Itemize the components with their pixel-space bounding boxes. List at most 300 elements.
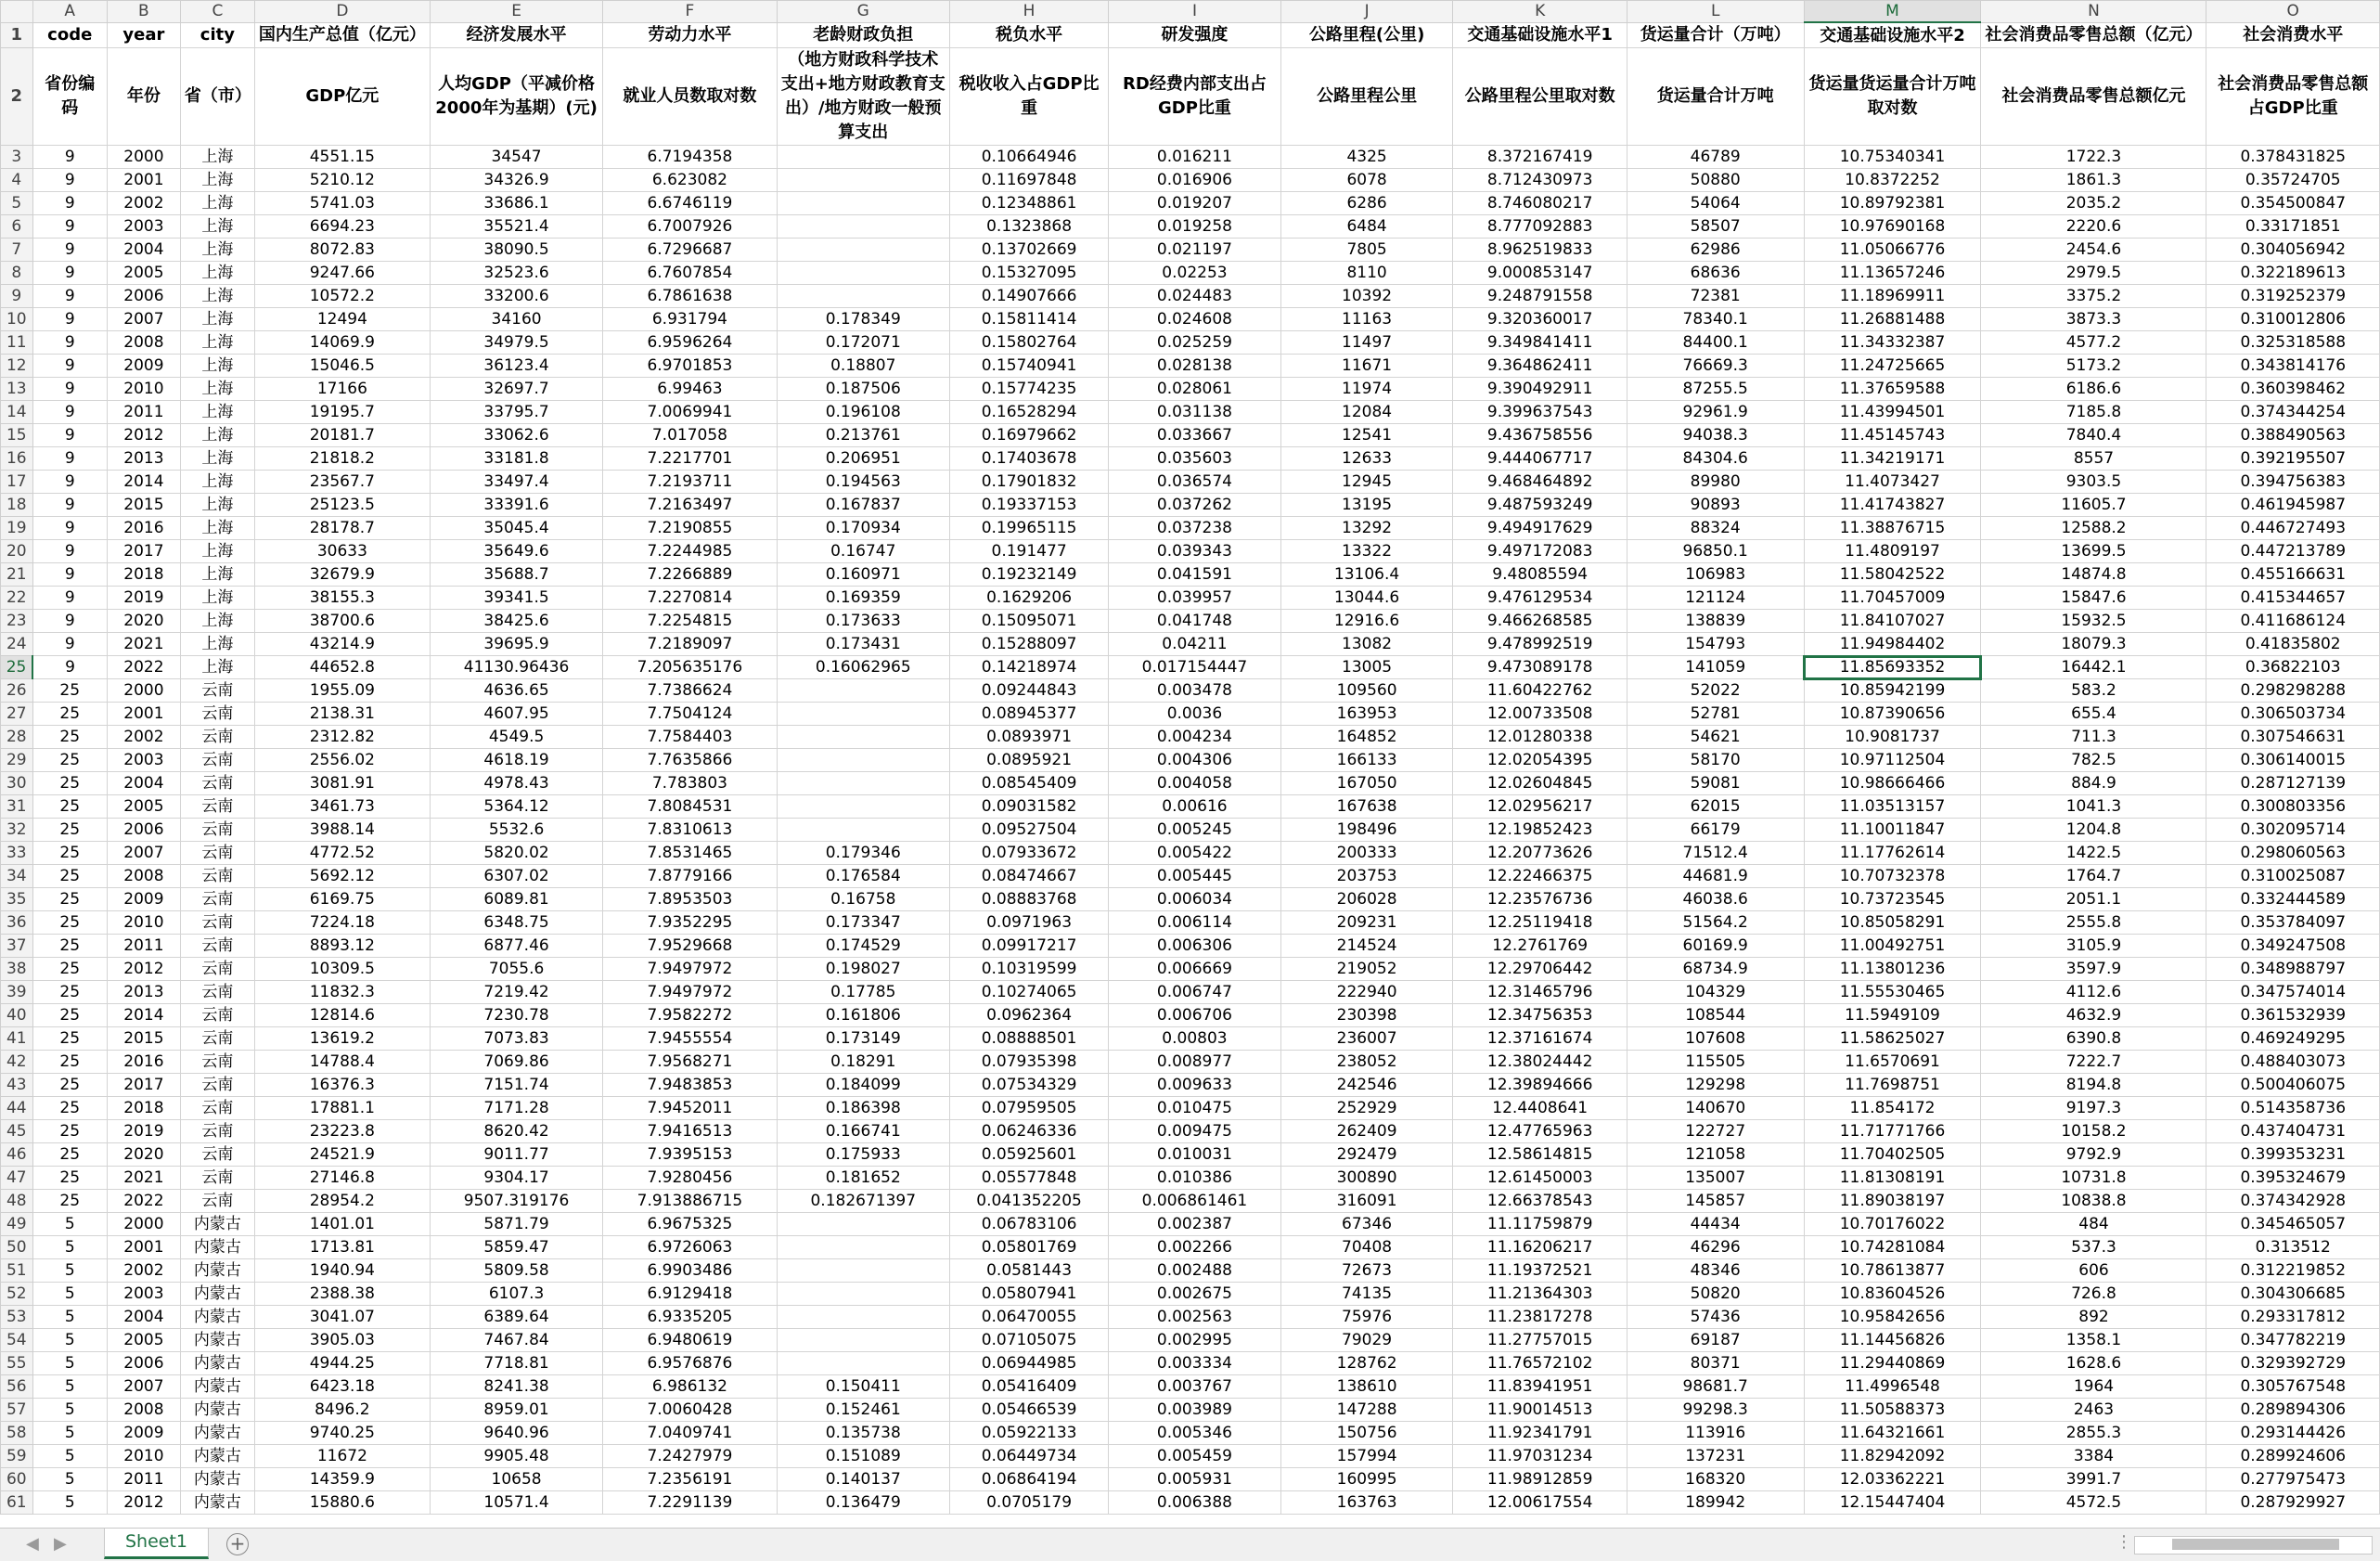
cell[interactable]: 0.15811414	[949, 308, 1108, 331]
cell[interactable]: 9247.66	[254, 262, 430, 285]
cell[interactable]: 0.166741	[777, 1120, 949, 1143]
cell[interactable]: 0.05466539	[949, 1399, 1108, 1422]
cell[interactable]: 0.15802764	[949, 331, 1108, 355]
row-header[interactable]: 3	[1, 146, 33, 169]
cell[interactable]: 54621	[1627, 726, 1804, 749]
cell[interactable]: 7.2266889	[603, 563, 777, 587]
cell[interactable]: 2012	[107, 424, 180, 447]
cell[interactable]: 0.347782219	[2206, 1329, 2380, 1352]
cell[interactable]: 11.14456826	[1804, 1329, 1981, 1352]
cell[interactable]: 0.036574	[1109, 471, 1281, 494]
cell[interactable]: 11.90014513	[1453, 1399, 1627, 1422]
cell[interactable]: 6.931794	[603, 308, 777, 331]
cell[interactable]: 内蒙古	[180, 1259, 254, 1283]
cell[interactable]: 209231	[1280, 911, 1453, 935]
cell[interactable]: 云南	[180, 1004, 254, 1027]
cell[interactable]: 2017	[107, 540, 180, 563]
cell[interactable]: 4577.2	[1981, 331, 2206, 355]
cell[interactable]: 6.9480619	[603, 1329, 777, 1352]
cell[interactable]: 0.006706	[1109, 1004, 1281, 1027]
cell[interactable]: 252929	[1280, 1097, 1453, 1120]
cell[interactable]: 上海	[180, 355, 254, 378]
cell[interactable]: 25	[32, 958, 107, 981]
cell[interactable]: 0.15740941	[949, 355, 1108, 378]
cell[interactable]: 上海	[180, 494, 254, 517]
cell[interactable]: 0.041352205	[949, 1190, 1108, 1213]
cell[interactable]: 0.307546631	[2206, 726, 2380, 749]
cell[interactable]: 7171.28	[430, 1097, 602, 1120]
cell[interactable]: 12541	[1280, 424, 1453, 447]
cell[interactable]: 0.500406075	[2206, 1074, 2380, 1097]
row-header[interactable]: 60	[1, 1468, 33, 1491]
cell[interactable]: 75976	[1280, 1306, 1453, 1329]
cell[interactable]: 10.98666466	[1804, 772, 1981, 795]
cell[interactable]: 7.8953503	[603, 888, 777, 911]
cell[interactable]: 10.89792381	[1804, 192, 1981, 215]
cell[interactable]: 9	[32, 308, 107, 331]
cell[interactable]: 12945	[1280, 471, 1453, 494]
cell[interactable]: 25	[32, 1167, 107, 1190]
cell[interactable]: 0.298298288	[2206, 679, 2380, 703]
cell[interactable]: 11.7698751	[1804, 1074, 1981, 1097]
cell[interactable]: 2012	[107, 1491, 180, 1515]
cell[interactable]: 3873.3	[1981, 308, 2206, 331]
cell[interactable]: 6484	[1280, 215, 1453, 239]
cell[interactable]: 2016	[107, 1051, 180, 1074]
column-header-b[interactable]: B	[107, 1, 180, 23]
cell[interactable]: 0.016211	[1109, 146, 1281, 169]
cell[interactable]: 0.019258	[1109, 215, 1281, 239]
cell[interactable]: 11671	[1280, 355, 1453, 378]
cell[interactable]: 8.746080217	[1453, 192, 1627, 215]
cell[interactable]: 10838.8	[1981, 1190, 2206, 1213]
cell[interactable]: 0.175933	[777, 1143, 949, 1167]
cell[interactable]: 0.184099	[777, 1074, 949, 1097]
cell[interactable]: 国内生产总值（亿元）	[254, 22, 430, 48]
cell[interactable]: 198496	[1280, 819, 1453, 842]
cell[interactable]: 33062.6	[430, 424, 602, 447]
cell[interactable]: 2138.31	[254, 703, 430, 726]
cell[interactable]: 0.160971	[777, 563, 949, 587]
add-sheet-button[interactable]: +	[226, 1533, 249, 1555]
cell[interactable]: 1955.09	[254, 679, 430, 703]
cell[interactable]: 内蒙古	[180, 1445, 254, 1468]
cell[interactable]: 0.349247508	[2206, 935, 2380, 958]
cell[interactable]: 7.9416513	[603, 1120, 777, 1143]
cell[interactable]: 884.9	[1981, 772, 2206, 795]
cell[interactable]: 54064	[1627, 192, 1804, 215]
cell[interactable]: 11.13657246	[1804, 262, 1981, 285]
cell[interactable]: 206028	[1280, 888, 1453, 911]
cell[interactable]: 2013	[107, 447, 180, 471]
cell[interactable]: 2016	[107, 517, 180, 540]
cell[interactable]	[777, 703, 949, 726]
cell[interactable]: 0.411686124	[2206, 610, 2380, 633]
cell[interactable]	[777, 262, 949, 285]
cell[interactable]: 43214.9	[254, 633, 430, 656]
cell[interactable]: 0.006034	[1109, 888, 1281, 911]
cell[interactable]: 33686.1	[430, 192, 602, 215]
cell[interactable]: 122727	[1627, 1120, 1804, 1143]
cell[interactable]: 0.002387	[1109, 1213, 1281, 1236]
cell[interactable]: 0.310012806	[2206, 308, 2380, 331]
cell[interactable]: 28954.2	[254, 1190, 430, 1213]
cell[interactable]: 7.2244985	[603, 540, 777, 563]
cell[interactable]: 150756	[1280, 1422, 1453, 1445]
cell[interactable]: 内蒙古	[180, 1399, 254, 1422]
cell[interactable]: 0.05807941	[949, 1283, 1108, 1306]
cell[interactable]: 0.06246336	[949, 1120, 1108, 1143]
cell[interactable]: 46296	[1627, 1236, 1804, 1259]
cell[interactable]	[777, 1213, 949, 1236]
cell[interactable]: 72673	[1280, 1259, 1453, 1283]
cell[interactable]: 11.83941951	[1453, 1375, 1627, 1399]
cell[interactable]: 1401.01	[254, 1213, 430, 1236]
cell[interactable]: 14874.8	[1981, 563, 2206, 587]
cell[interactable]: 内蒙古	[180, 1352, 254, 1375]
cell[interactable]: 92961.9	[1627, 401, 1804, 424]
cell[interactable]: 15046.5	[254, 355, 430, 378]
cell[interactable]: 583.2	[1981, 679, 2206, 703]
cell[interactable]: 上海	[180, 471, 254, 494]
cell[interactable]: 0.16528294	[949, 401, 1108, 424]
cell[interactable]: 5692.12	[254, 865, 430, 888]
cell[interactable]: 2454.6	[1981, 239, 2206, 262]
cell[interactable]: 研发强度	[1109, 22, 1281, 48]
cell[interactable]: 0.173633	[777, 610, 949, 633]
cell[interactable]: 0.1323868	[949, 215, 1108, 239]
cell[interactable]: 214524	[1280, 935, 1453, 958]
cell[interactable]: 0.10664946	[949, 146, 1108, 169]
cell[interactable]: 13619.2	[254, 1027, 430, 1051]
cell[interactable]: 9	[32, 610, 107, 633]
cell[interactable]: 0.11697848	[949, 169, 1108, 192]
cell[interactable]: 262409	[1280, 1120, 1453, 1143]
cell[interactable]: 0.004306	[1109, 749, 1281, 772]
cell[interactable]: 2005	[107, 795, 180, 819]
cell[interactable]: 0.461945987	[2206, 494, 2380, 517]
cell[interactable]: 云南	[180, 842, 254, 865]
cell[interactable]: 0.07933672	[949, 842, 1108, 865]
cell[interactable]: 11.27757015	[1453, 1329, 1627, 1352]
cell[interactable]: 7.9497972	[603, 958, 777, 981]
column-header-i[interactable]: I	[1109, 1, 1281, 23]
cell[interactable]: 0.005931	[1109, 1468, 1281, 1491]
cell[interactable]: 5	[32, 1259, 107, 1283]
cell[interactable]: 6307.02	[430, 865, 602, 888]
cell[interactable]: 58507	[1627, 215, 1804, 239]
cell[interactable]: 13106.4	[1280, 563, 1453, 587]
cell[interactable]: 0.176584	[777, 865, 949, 888]
cell[interactable]: 6348.75	[430, 911, 602, 935]
cell[interactable]: 0.09031582	[949, 795, 1108, 819]
cell[interactable]: 10.78613877	[1804, 1259, 1981, 1283]
cell[interactable]	[777, 819, 949, 842]
cell[interactable]: 上海	[180, 215, 254, 239]
cell[interactable]: 12633	[1280, 447, 1453, 471]
cell[interactable]: 11832.3	[254, 981, 430, 1004]
cell[interactable]	[777, 749, 949, 772]
cell[interactable]: 5364.12	[430, 795, 602, 819]
cell[interactable]: 4549.5	[430, 726, 602, 749]
cell[interactable]: 0.213761	[777, 424, 949, 447]
cell[interactable]: 0.415344657	[2206, 587, 2380, 610]
cell[interactable]: 6.99463	[603, 378, 777, 401]
cell[interactable]: 1204.8	[1981, 819, 2206, 842]
cell[interactable]: 12.47765963	[1453, 1120, 1627, 1143]
cell[interactable]: 1764.7	[1981, 865, 2206, 888]
cell[interactable]: 60169.9	[1627, 935, 1804, 958]
cell[interactable]: 0.312219852	[2206, 1259, 2380, 1283]
cell[interactable]: 8496.2	[254, 1399, 430, 1422]
cell[interactable]: 0.140137	[777, 1468, 949, 1491]
cell[interactable]: 10392	[1280, 285, 1453, 308]
more-options-icon[interactable]: ⋮	[2116, 1532, 2132, 1552]
cell[interactable]: 0.447213789	[2206, 540, 2380, 563]
cell[interactable]: 2022	[107, 656, 180, 679]
cell[interactable]: 138610	[1280, 1375, 1453, 1399]
cell[interactable]: 9011.77	[430, 1143, 602, 1167]
cell[interactable]: 0.455166631	[2206, 563, 2380, 587]
row-header[interactable]: 20	[1, 540, 33, 563]
cell[interactable]: 10.97112504	[1804, 749, 1981, 772]
cell[interactable]: 28178.7	[254, 517, 430, 540]
cell[interactable]: 8557	[1981, 447, 2206, 471]
cell[interactable]: 242546	[1280, 1074, 1453, 1097]
cell[interactable]: 上海	[180, 517, 254, 540]
cell[interactable]: 3081.91	[254, 772, 430, 795]
cell[interactable]: 10.73723545	[1804, 888, 1981, 911]
cell[interactable]: 0.02253	[1109, 262, 1281, 285]
cell[interactable]: 9304.17	[430, 1167, 602, 1190]
cell[interactable]	[777, 1259, 949, 1283]
cell[interactable]: 2010	[107, 911, 180, 935]
cell[interactable]: 上海	[180, 587, 254, 610]
cell[interactable]: 9.364862411	[1453, 355, 1627, 378]
cell[interactable]: 0.289894306	[2206, 1399, 2380, 1422]
row-header[interactable]: 42	[1, 1051, 33, 1074]
cell[interactable]: 0.33171851	[2206, 215, 2380, 239]
cell[interactable]: 0.004058	[1109, 772, 1281, 795]
cell[interactable]: 2003	[107, 215, 180, 239]
cell[interactable]: 2006	[107, 285, 180, 308]
cell[interactable]: 12.29706442	[1453, 958, 1627, 981]
cell[interactable]: 10309.5	[254, 958, 430, 981]
cell[interactable]: 11.4073427	[1804, 471, 1981, 494]
cell[interactable]: 2001	[107, 703, 180, 726]
cell[interactable]: 36123.4	[430, 355, 602, 378]
cell[interactable]: 44652.8	[254, 656, 430, 679]
cell[interactable]: 9	[32, 192, 107, 215]
cell[interactable]: 4978.43	[430, 772, 602, 795]
cell[interactable]: 12.22466375	[1453, 865, 1627, 888]
cell[interactable]: 12.00617554	[1453, 1491, 1627, 1515]
row-header[interactable]: 59	[1, 1445, 33, 1468]
cell[interactable]: 13292	[1280, 517, 1453, 540]
cell[interactable]: 7840.4	[1981, 424, 2206, 447]
cell[interactable]: 0.196108	[777, 401, 949, 424]
cell[interactable]: 1964	[1981, 1375, 2206, 1399]
cell[interactable]: 社会消费品零售总额占GDP比重	[2206, 48, 2380, 146]
cell[interactable]: 9.248791558	[1453, 285, 1627, 308]
cell[interactable]: 12.34756353	[1453, 1004, 1627, 1027]
cell[interactable]: 44681.9	[1627, 865, 1804, 888]
cell[interactable]: 230398	[1280, 1004, 1453, 1027]
cell[interactable]: 0.039957	[1109, 587, 1281, 610]
cell[interactable]: 5820.02	[430, 842, 602, 865]
cell[interactable]: 3375.2	[1981, 285, 2206, 308]
row-header[interactable]: 13	[1, 378, 33, 401]
row-header[interactable]: 35	[1, 888, 33, 911]
cell[interactable]: 7055.6	[430, 958, 602, 981]
cell[interactable]: 6.986132	[603, 1375, 777, 1399]
cell[interactable]: 11.60422762	[1453, 679, 1627, 703]
cell[interactable]: 11.23817278	[1453, 1306, 1627, 1329]
cell[interactable]: 11.29440869	[1804, 1352, 1981, 1375]
cell[interactable]: 云南	[180, 1190, 254, 1213]
cell[interactable]: 0.09244843	[949, 679, 1108, 703]
cell[interactable]: 69187	[1627, 1329, 1804, 1352]
cell[interactable]: 6.9726063	[603, 1236, 777, 1259]
cell[interactable]: 0.293317812	[2206, 1306, 2380, 1329]
cell[interactable]: 33497.4	[430, 471, 602, 494]
cell[interactable]: 32679.9	[254, 563, 430, 587]
cell[interactable]: 72381	[1627, 285, 1804, 308]
cell[interactable]: 84400.1	[1627, 331, 1804, 355]
cell[interactable]: 2556.02	[254, 749, 430, 772]
cell[interactable]: 0.191477	[949, 540, 1108, 563]
cell[interactable]: 11.34219171	[1804, 447, 1981, 471]
cell[interactable]: 222940	[1280, 981, 1453, 1004]
cell[interactable]: 0.08888501	[949, 1027, 1108, 1051]
cell[interactable]: 96850.1	[1627, 540, 1804, 563]
cell[interactable]: 9.476129534	[1453, 587, 1627, 610]
cell[interactable]: 0.173347	[777, 911, 949, 935]
cell[interactable]: 2003	[107, 1283, 180, 1306]
cell[interactable]: 160995	[1280, 1468, 1453, 1491]
cell[interactable]: 0.17785	[777, 981, 949, 1004]
cell[interactable]: 2006	[107, 1352, 180, 1375]
cell[interactable]: 11.85693352	[1804, 656, 1981, 679]
row-header[interactable]: 53	[1, 1306, 33, 1329]
cell[interactable]: 9	[32, 563, 107, 587]
cell[interactable]: 0.06864194	[949, 1468, 1108, 1491]
cell[interactable]: 166133	[1280, 749, 1453, 772]
cell[interactable]: 社会消费品零售总额亿元	[1981, 48, 2206, 146]
cell[interactable]: 2001	[107, 169, 180, 192]
cell[interactable]: 46789	[1627, 146, 1804, 169]
cell[interactable]: 6389.64	[430, 1306, 602, 1329]
cell[interactable]: 0.293144426	[2206, 1422, 2380, 1445]
cell[interactable]: 云南	[180, 1074, 254, 1097]
cell[interactable]: 25	[32, 865, 107, 888]
row-header[interactable]: 46	[1, 1143, 33, 1167]
cell[interactable]: 25	[32, 749, 107, 772]
cell[interactable]: 300890	[1280, 1167, 1453, 1190]
cell[interactable]: 12.01280338	[1453, 726, 1627, 749]
cell[interactable]: 云南	[180, 1143, 254, 1167]
cell[interactable]: 11605.7	[1981, 494, 2206, 517]
cell[interactable]: 157994	[1280, 1445, 1453, 1468]
cell[interactable]: 2555.8	[1981, 911, 2206, 935]
cell[interactable]: 25	[32, 935, 107, 958]
cell[interactable]: 9	[32, 587, 107, 610]
row-header[interactable]: 1	[1, 22, 33, 48]
row-header[interactable]: 41	[1, 1027, 33, 1051]
cell[interactable]: 0.206951	[777, 447, 949, 471]
cell[interactable]: 0.360398462	[2206, 378, 2380, 401]
cell[interactable]: 0.05416409	[949, 1375, 1108, 1399]
cell[interactable]: 30633	[254, 540, 430, 563]
cell[interactable]: 6.7194358	[603, 146, 777, 169]
cell[interactable]: 7.8084531	[603, 795, 777, 819]
cell[interactable]: 25	[32, 795, 107, 819]
cell[interactable]: 0.006747	[1109, 981, 1281, 1004]
cell[interactable]: 0.194563	[777, 471, 949, 494]
cell[interactable]: 89980	[1627, 471, 1804, 494]
cell[interactable]: 0.169359	[777, 587, 949, 610]
cell[interactable]: 9	[32, 633, 107, 656]
row-header[interactable]: 4	[1, 169, 33, 192]
cell[interactable]: 59081	[1627, 772, 1804, 795]
cell[interactable]: 107608	[1627, 1027, 1804, 1051]
cell[interactable]: 10571.4	[430, 1491, 602, 1515]
cell[interactable]: 11.94984402	[1804, 633, 1981, 656]
cell[interactable]: 内蒙古	[180, 1306, 254, 1329]
cell[interactable]: 25	[32, 981, 107, 1004]
cell[interactable]: 0.005245	[1109, 819, 1281, 842]
row-header[interactable]: 29	[1, 749, 33, 772]
cell[interactable]: 13322	[1280, 540, 1453, 563]
cell[interactable]: 25	[32, 1143, 107, 1167]
cell[interactable]: 5	[32, 1352, 107, 1375]
cell[interactable]: 0.15288097	[949, 633, 1108, 656]
cell[interactable]: 0.028138	[1109, 355, 1281, 378]
cell[interactable]: 0.09917217	[949, 935, 1108, 958]
cell[interactable]: 12.38024442	[1453, 1051, 1627, 1074]
cell[interactable]: 11.81308191	[1804, 1167, 1981, 1190]
cell[interactable]: 云南	[180, 726, 254, 749]
row-header[interactable]: 48	[1, 1190, 33, 1213]
cell[interactable]: 11.00492751	[1804, 935, 1981, 958]
cell[interactable]: 12.39894666	[1453, 1074, 1627, 1097]
cell[interactable]: 7.8310613	[603, 819, 777, 842]
cell[interactable]: 2004	[107, 772, 180, 795]
cell[interactable]: 6.6746119	[603, 192, 777, 215]
cell[interactable]: 0.378431825	[2206, 146, 2380, 169]
cell[interactable]: 8.962519833	[1453, 239, 1627, 262]
row-header[interactable]: 23	[1, 610, 33, 633]
cell[interactable]: 11.10011847	[1804, 819, 1981, 842]
cell[interactable]: 2017	[107, 1074, 180, 1097]
prev-sheet-icon[interactable]: ◀	[26, 1534, 39, 1554]
row-header[interactable]: 12	[1, 355, 33, 378]
tab-sheet1[interactable]: Sheet1	[104, 1529, 209, 1559]
cell[interactable]: 0.15095071	[949, 610, 1108, 633]
cell[interactable]: 4572.5	[1981, 1491, 2206, 1515]
cell[interactable]: 9	[32, 447, 107, 471]
cell[interactable]: 9.494917629	[1453, 517, 1627, 540]
cell[interactable]: 0.302095714	[2206, 819, 2380, 842]
cell[interactable]: 79029	[1280, 1329, 1453, 1352]
cell[interactable]: 12.20773626	[1453, 842, 1627, 865]
cell[interactable]: 0.0036	[1109, 703, 1281, 726]
cell[interactable]: 48346	[1627, 1259, 1804, 1283]
cell[interactable]: 1940.94	[254, 1259, 430, 1283]
cell[interactable]: 7.783803	[603, 772, 777, 795]
cell[interactable]: 62986	[1627, 239, 1804, 262]
cell[interactable]: 7.9582272	[603, 1004, 777, 1027]
